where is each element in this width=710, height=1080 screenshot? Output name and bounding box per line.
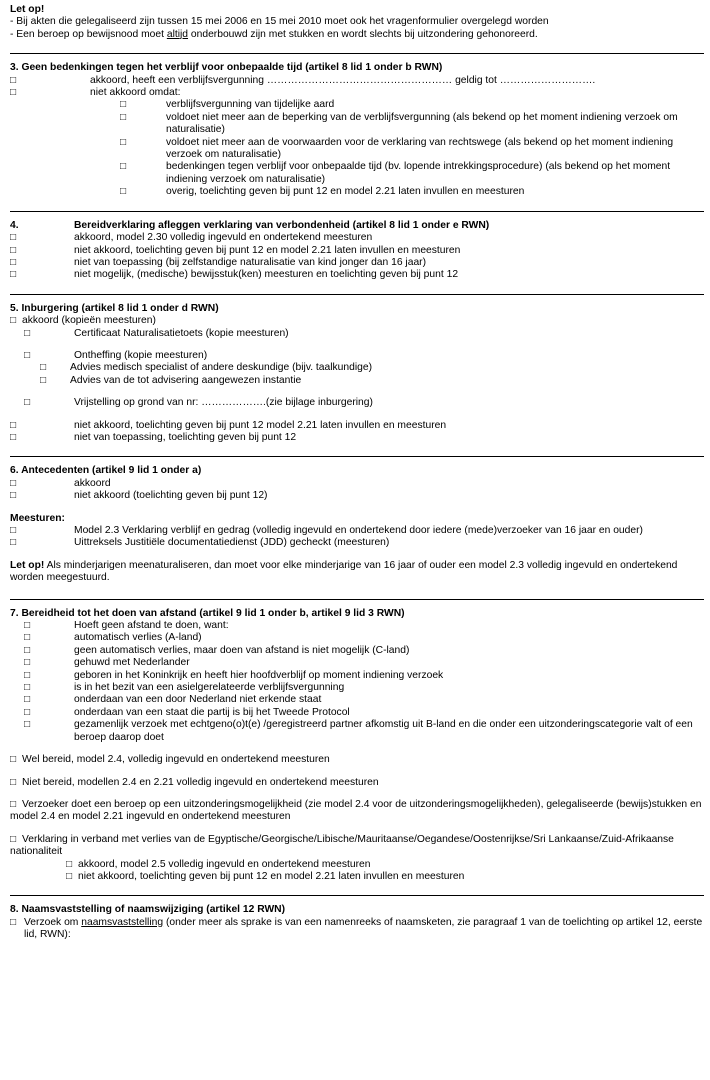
checkbox[interactable]: □ [10, 232, 17, 244]
divider [10, 456, 704, 457]
checkbox[interactable]: □ [10, 74, 17, 86]
checkbox[interactable]: □ [24, 349, 31, 361]
divider [10, 895, 704, 896]
checkbox[interactable]: □ [10, 269, 17, 281]
checkbox[interactable]: □ [10, 833, 17, 845]
s7-niet-bereid[interactable]: □ Niet bereid, modellen 2.4 en 2.21 volledig ingevuld en ondertekend meesturen [10, 776, 379, 788]
s6-meesturen-1[interactable]: □ Uittreksels Justitiële documentatiedienst (JDD) gecheckt (meesturen) [10, 537, 390, 549]
divider [10, 53, 704, 54]
s6-meesturen-label: Meesturen: [10, 512, 65, 524]
checkbox[interactable]: □ [120, 111, 127, 123]
checkbox[interactable]: □ [66, 870, 73, 882]
checkbox[interactable]: □ [10, 776, 17, 788]
s5-advies-2[interactable]: □ Advies van de tot advisering aangewezen instantie [40, 374, 302, 386]
s3-sub-3[interactable]: □ bedenkingen tegen verblijf voor onbepaalde tijd (bv. lopende intrekkingsprocedure) (als bekend op het moment indiening verzoek om naturalisatie) [120, 161, 671, 185]
checkbox[interactable]: □ [10, 798, 17, 810]
checkbox[interactable]: □ [66, 858, 73, 870]
checkbox[interactable]: □ [120, 99, 127, 111]
checkbox[interactable]: □ [10, 477, 17, 489]
s7-sub-7[interactable]: □ gezamenlijk verzoek met echtgeno(o)t(e) /geregistreerd partner afkomstig uit B-land en die onder een uitzonderingscategorie valt of een beroep daarop doet [24, 719, 693, 743]
checkbox[interactable]: □ [10, 490, 17, 502]
s7-verklaring-niet-akkoord[interactable]: □ niet akkoord, toelichting geven bij punt 12 en model 2.21 laten invullen en meesturen [66, 870, 465, 882]
s6-option-1[interactable]: □ niet akkoord (toelichting geven bij punt 12) [10, 490, 268, 502]
letop-line-2: - Een beroep op bewijsnood moet altijd onderbouwd zijn met stukken en wordt slechts bij uitzondering gehonoreerd. [10, 28, 538, 40]
divider [10, 211, 704, 212]
s7-sub-2[interactable]: □ gehuwd met Nederlander [24, 657, 190, 669]
divider [10, 599, 704, 600]
checkbox[interactable]: □ [24, 397, 31, 409]
checkbox[interactable]: □ [24, 694, 31, 706]
checkbox[interactable]: □ [10, 754, 17, 766]
checkbox[interactable]: □ [24, 719, 31, 731]
document-page [10, 4, 704, 942]
s4-option-0[interactable]: □ akkoord, model 2.30 volledig ingevuld en ondertekend meesturen [10, 232, 373, 244]
checkbox[interactable]: □ [10, 525, 17, 536]
checkbox[interactable]: □ [24, 620, 31, 632]
checkbox[interactable]: □ [24, 632, 31, 644]
s4-option-3[interactable]: □ niet mogelijk, (medische) bewijsstuk(ken) meesturen en toelichting geven bij punt 12 [10, 269, 459, 281]
section-7-heading: 7. Bereidheid tot het doen van afstand (artikel 9 lid 1 onder b, artikel 9 lid 3 RWN) [10, 607, 405, 619]
s3-option-niet-akkoord[interactable]: □ niet akkoord omdat: [10, 87, 181, 99]
s7-verklaring-verlies[interactable]: □ Verklaring in verband met verlies van de Egyptische/Georgische/Libische/Mauritaanse/Oegandese/Oostenrijkse/Sri Lankaanse/Zuid-Afrikaanse nationaliteit [10, 833, 674, 858]
s7-sub-0[interactable]: □ automatisch verlies (A-land) [24, 632, 202, 644]
checkbox[interactable]: □ [24, 657, 31, 669]
s3-sub-4[interactable]: □ overig, toelichting geven bij punt 12 en model 2.21 laten invullen en meesturen [120, 186, 525, 198]
s7-sub-4[interactable]: □ is in het bezit van een asielgerelateerde verblijfsvergunning [24, 682, 345, 694]
section-6-heading: 6. Antecedenten (artikel 9 lid 1 onder a) [10, 465, 202, 477]
s3-sub-2[interactable]: □ voldoet niet meer aan de voorwaarden voor de verklaring van rechtswege (als bekend op het moment indiening verzoek om naturalisatie) [120, 136, 674, 161]
checkbox[interactable]: □ [24, 644, 31, 656]
checkbox[interactable]: □ [10, 537, 17, 549]
checkbox[interactable]: □ [120, 136, 127, 148]
s6-meesturen-0[interactable]: □ Model 2.3 Verklaring verblijf en gedrag (volledig ingevuld en ondertekend door iedere (mede)verzoeker van 16 jaar en ouder) [10, 525, 643, 536]
s4-option-1[interactable]: □ niet akkoord, toelichting geven bij punt 12 en model 2.21 laten invullen en meesturen [10, 244, 461, 256]
checkbox[interactable]: □ [24, 682, 31, 694]
checkbox[interactable]: □ [24, 706, 31, 718]
s5-vrijstelling[interactable]: □ Vrijstelling op grond van nr: ……………….(zie bijlage inburgering) [24, 397, 373, 409]
s5-ontheffing[interactable]: □ Ontheffing (kopie meesturen) [24, 349, 208, 361]
s7-verzoeker-uitzondering[interactable]: □ Verzoeker doet een beroep op een uitzonderingsmogelijkheid (zie model 2.4 voor de uitzonderingsmogelijkheden), gelegaliseerde (bewijs)stukken en model 2.4 en model 2.21 ingevuld en ondertekend meesturen [10, 798, 702, 823]
checkbox[interactable]: □ [10, 431, 17, 443]
letop-title: Let op! [10, 4, 45, 15]
s5-advies-1[interactable]: □ Advies medisch specialist of andere deskundige (bijv. taalkundige) [40, 362, 373, 374]
section-4-heading: 4. Bereidverklaring afleggen verklaring van verbondenheid (artikel 8 lid 1 onder e RWN) [10, 219, 490, 231]
s7-sub-6[interactable]: □ onderdaan van een staat die partij is bij het Tweede Protocol [24, 706, 350, 718]
s3-option-akkoord[interactable]: □ akkoord, heeft een verblijfsvergunning ……………………………………………… geldig tot ………………………. [10, 74, 596, 86]
s7-sub-5[interactable]: □ onderdaan van een door Nederland niet erkende staat [24, 694, 322, 706]
s7-wel-bereid[interactable]: □ Wel bereid, model 2.4, volledig ingevuld en ondertekend meesturen [10, 754, 330, 766]
s5-niet-van-toepassing[interactable]: □ niet van toepassing, toelichting geven bij punt 12 [10, 431, 297, 443]
section-8-heading: 8. Naamsvaststelling of naamswijziging (artikel 12 RWN) [10, 904, 286, 916]
s6-option-0[interactable]: □ akkoord [10, 477, 111, 489]
section-5-heading: 5. Inburgering (artikel 8 lid 1 onder d RWN) [10, 302, 219, 314]
checkbox[interactable]: □ [10, 419, 17, 431]
checkbox[interactable]: □ [10, 916, 17, 928]
divider [10, 294, 704, 295]
section-3-heading: 3. Geen bedenkingen tegen het verblijf voor onbepaalde tijd (artikel 8 lid 1 onder b RWN) [10, 62, 443, 74]
checkbox[interactable]: □ [10, 256, 17, 268]
s5-akkoord[interactable]: □ akkoord (kopieën meesturen) [10, 315, 156, 327]
checkbox[interactable]: □ [120, 186, 127, 198]
s7-hoeft-geen-afstand[interactable]: □ Hoeft geen afstand te doen, want: [24, 620, 229, 632]
checkbox[interactable]: □ [10, 315, 17, 327]
s8-verzoek-naamsvaststelling[interactable]: □ Verzoek om naamsvaststelling (onder meer als sprake is van een namenreeks of naamsketen, zie paragraaf 1 van de toelichting op artikel 12, eerste lid, RWN): [10, 916, 703, 941]
s6-letop-note: Let op! Als minderjarigen meenaturaliseren, dan moet voor elke minderjarige van 16 jaar of ouder een model 2.3 volledig ingevuld en ondertekend worden meegestuurd. [10, 559, 678, 584]
s7-verklaring-akkoord[interactable]: □ akkoord, model 2.5 volledig ingevuld en ondertekend meesturen [66, 858, 371, 870]
s3-sub-0[interactable]: □ verblijfsvergunning van tijdelijke aard [120, 99, 335, 111]
s3-sub-1[interactable]: □ voldoet niet meer aan de beperking van de verblijfsvergunning (als bekend op het moment indiening verzoek om naturalisatie) [120, 111, 678, 136]
checkbox[interactable]: □ [40, 374, 47, 386]
s7-sub-3[interactable]: □ geboren in het Koninkrijk en heeft hier hoofdverblijf op moment indiening verzoek [24, 669, 444, 681]
s5-certificaat[interactable]: □ Certificaat Naturalisatietoets (kopie meesturen) [24, 327, 289, 339]
checkbox[interactable]: □ [10, 87, 17, 99]
checkbox[interactable]: □ [40, 362, 47, 374]
checkbox[interactable]: □ [120, 161, 127, 173]
checkbox[interactable]: □ [24, 327, 31, 339]
checkbox[interactable]: □ [24, 669, 31, 681]
s4-option-2[interactable]: □ niet van toepassing (bij zelfstandige naturalisatie van kind jonger dan 16 jaar) [10, 256, 427, 268]
s7-sub-1[interactable]: □ geen automatisch verlies, maar doen van afstand is niet mogelijk (C-land) [24, 644, 410, 656]
s5-niet-akkoord[interactable]: □ niet akkoord, toelichting geven bij punt 12 model 2.21 laten invullen en meesturen [10, 419, 447, 431]
letop-line-1: - Bij akten die gelegaliseerd zijn tussen 15 mei 2006 en 15 mei 2010 moet ook het vragenformulier overgelegd worden [10, 16, 549, 28]
checkbox[interactable]: □ [10, 244, 17, 256]
